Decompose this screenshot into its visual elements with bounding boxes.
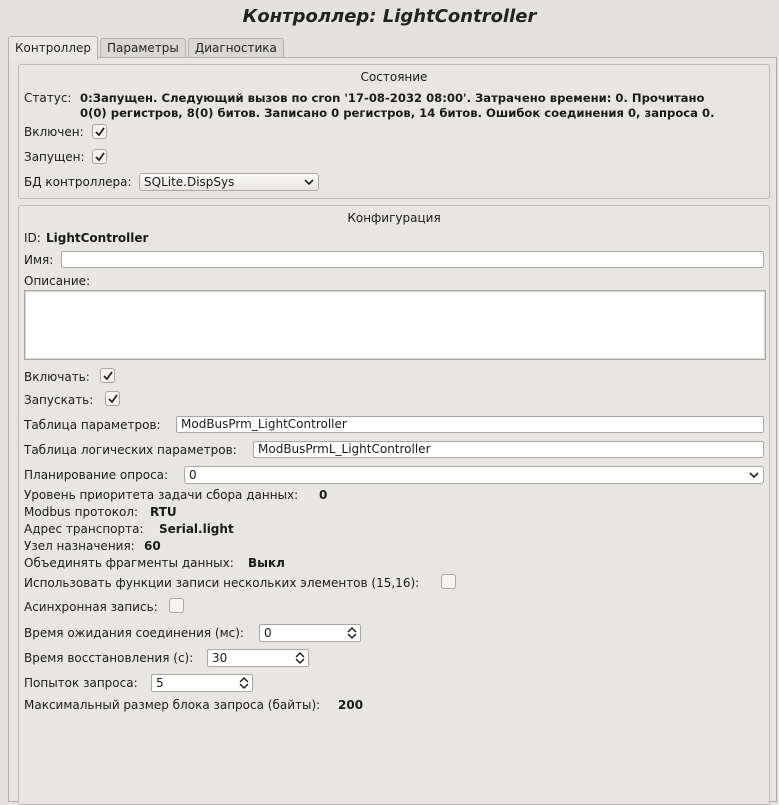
param-table-label: Таблица параметров:	[24, 418, 161, 432]
configuration-group-title: Конфигурация	[347, 211, 441, 225]
id-value: LightController	[46, 231, 149, 245]
schedule-value: 0	[189, 468, 197, 482]
transport-label: Адрес транспорта:	[24, 522, 144, 536]
enabled-label: Включен:	[24, 125, 84, 139]
async-write-label: Асинхронная запись:	[24, 600, 158, 614]
description-label: Описание:	[24, 274, 91, 288]
restore-time-value: 30	[212, 651, 228, 665]
start-label: Запускать:	[24, 393, 94, 407]
configuration-group	[18, 205, 770, 805]
priority-label: Уровень приоритета задачи сбора данных:	[24, 488, 299, 502]
id-label: ID:	[24, 231, 41, 245]
conn-timeout-spinbox[interactable]	[259, 624, 361, 642]
tab-diagnostics[interactable]: Диагностика	[188, 38, 284, 59]
spin-arrows-icon[interactable]	[295, 651, 305, 665]
start-checkbox[interactable]	[105, 391, 120, 406]
protocol-label: Modbus протокол:	[24, 505, 139, 519]
window-title: Контроллер: LightController	[242, 6, 537, 27]
param-table-input[interactable]: ModBusPrm_LightController	[176, 416, 764, 433]
enable-label: Включать:	[24, 370, 90, 384]
checkmark-icon	[94, 151, 106, 163]
status-text-line1: 0:Запущен. Следующий вызов по cron '17-08-2032 08:00'. Затрачено времени: 0. Прочитано	[80, 91, 705, 105]
spin-arrows-icon[interactable]	[239, 676, 249, 690]
multi-write-label: Использовать функции записи нескольких элементов (15,16):	[24, 576, 420, 590]
enabled-checkbox[interactable]	[92, 124, 107, 139]
controller-tab-panel	[8, 57, 777, 802]
restore-time-spinbox[interactable]	[207, 649, 309, 667]
status-label: Статус:	[24, 91, 72, 105]
state-group-title: Состояние	[360, 70, 428, 84]
checkmark-icon	[102, 370, 114, 382]
tab-bar	[8, 36, 286, 58]
restore-time-label: Время восстановления (с):	[24, 651, 194, 665]
running-label: Запущен:	[24, 150, 85, 164]
conn-timeout-value: 0	[264, 626, 272, 640]
tab-parameters[interactable]: Параметры	[100, 38, 186, 59]
running-checkbox[interactable]	[92, 149, 107, 164]
checkmark-icon	[107, 393, 119, 405]
state-group	[18, 64, 770, 199]
description-textarea[interactable]	[24, 290, 766, 360]
attempts-value: 5	[156, 676, 164, 690]
spin-arrows-icon[interactable]	[347, 626, 357, 640]
protocol-value: RTU	[150, 505, 177, 519]
async-write-checkbox[interactable]	[169, 598, 184, 613]
merge-value: Выкл	[248, 556, 285, 570]
tab-controller[interactable]: Контроллер	[8, 36, 98, 59]
chevron-down-icon	[304, 177, 314, 187]
scroll-area[interactable]	[14, 64, 773, 799]
name-input[interactable]	[61, 251, 764, 268]
controller-db-select[interactable]	[139, 173, 319, 191]
logic-param-table-label: Таблица логических параметров:	[24, 443, 237, 457]
name-label: Имя:	[24, 253, 54, 267]
multi-write-checkbox[interactable]	[441, 574, 456, 589]
controller-db-label: БД контроллера:	[24, 175, 132, 189]
attempts-label: Попыток запроса:	[24, 676, 138, 690]
chevron-down-icon	[749, 470, 759, 480]
schedule-label: Планирование опроса:	[24, 468, 169, 482]
max-block-value: 200	[338, 698, 364, 712]
max-block-label: Максимальный размер блока запроса (байты):	[24, 698, 321, 712]
node-value: 60	[144, 539, 161, 553]
checkmark-icon	[94, 126, 106, 138]
transport-value: Serial.light	[159, 522, 234, 536]
status-text-line2: 0(0) регистров, 8(0) битов. Записано 0 регистров, 14 битов. Ошибок соединения 0, запроса 0.	[80, 106, 715, 120]
attempts-spinbox[interactable]	[151, 674, 253, 692]
logic-param-table-input[interactable]: ModBusPrmL_LightController	[253, 441, 764, 458]
conn-timeout-label: Время ожидания соединения (мс):	[24, 626, 244, 640]
controller-db-value: SQLite.DispSys	[144, 175, 235, 189]
merge-label: Объединять фрагменты данных:	[24, 556, 234, 570]
priority-value: 0	[319, 488, 328, 502]
node-label: Узел назначения:	[24, 539, 135, 553]
enable-checkbox[interactable]	[100, 368, 115, 383]
schedule-combobox[interactable]	[184, 466, 764, 484]
